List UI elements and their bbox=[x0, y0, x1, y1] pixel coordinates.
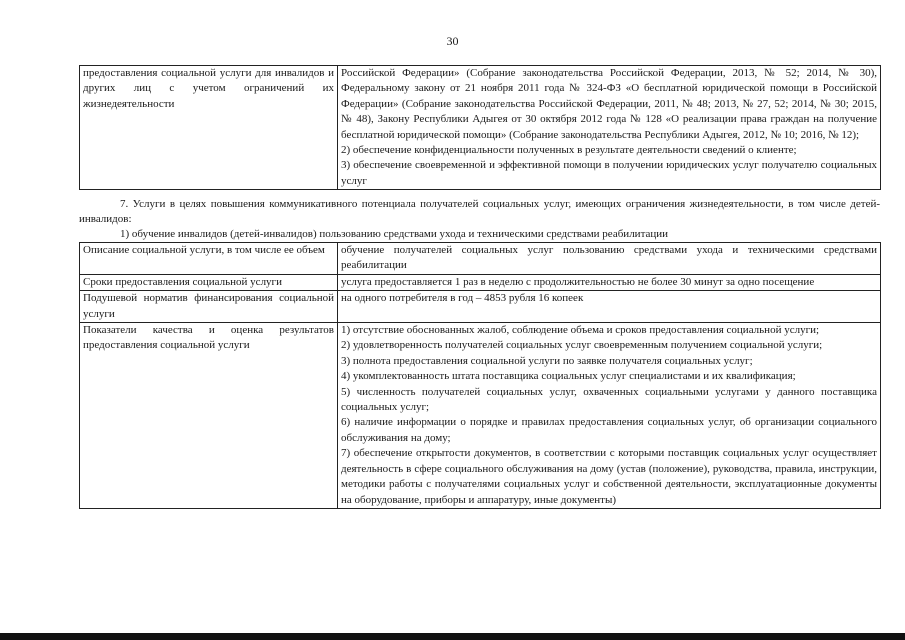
service-name-cell: предоставления социальной услуги для инвалидов и других лиц с учетом ограничений их жизнедеятельности bbox=[80, 66, 338, 190]
timely-help-item: 3) обеспечение своевременной и эффективной помощи в получении юридических услуг получателю социальных услуг bbox=[341, 159, 877, 187]
table-row bbox=[80, 66, 881, 190]
quality-item-5: 5) численность получателей социальных услуг, охваченных социальными услугами у данного поставщика социальных услуг; bbox=[341, 385, 877, 414]
quality-indicators bbox=[338, 323, 881, 509]
table-row bbox=[80, 243, 881, 275]
continued-service-table bbox=[79, 65, 881, 190]
quality-item-4: 4) укомплектованность штата поставщика социальных услуг специалистами и их квалификация; bbox=[341, 370, 796, 383]
funding-value: на одного потребителя в год – 4853 рубля 16 копеек bbox=[338, 291, 881, 323]
legal-basis-cell bbox=[338, 66, 881, 190]
quality-item-2: 2) удовлетворенность получателей социальных услуг своевременным получением социальной услуги; bbox=[341, 339, 823, 352]
description-value: обучение получателей социальных услуг пользованию средствами ухода и техническими средствами реабилитации bbox=[338, 243, 881, 275]
terms-value: услуга предоставляется 1 раз в неделю с продолжительностью не более 30 минут за одно посещение bbox=[338, 274, 881, 290]
service-details-table bbox=[79, 242, 881, 509]
quality-item-3: 3) полнота предоставления социальной услуги по заявке получателя социальных услуг; bbox=[341, 354, 753, 367]
page-number: 30 bbox=[446, 34, 459, 48]
legal-references-text: Российской Федерации» (Собрание законодательства Российской Федерации, 2013, № 52; 2014, № 30), Федеральному закону от 21 ноября 2011 года № 324-ФЗ «О бесплатной юридической помощи в Российской Федерации» (Собрание законодательства Российской Федерации, 2011, № 48; 2013, № 27, 52; 2014, № 30; 2015, № 48), Закону Республики Адыгея от 30 октября 2012 года № 128 «О реализации права граждан на получение бесплатной юридической помощи» (Собрание законодательства Республики Адыгея, 2012, № 10; 2016, № 12); bbox=[341, 67, 877, 141]
scan-edge bbox=[0, 633, 905, 640]
section-7-heading: 7. Услуги в целях повышения коммуникативного потенциала получателей социальных услуг, имеющих ограничения жизнедеятельности, в том числе детей-инвалидов: bbox=[79, 198, 880, 226]
table-row bbox=[80, 274, 881, 290]
table-row bbox=[80, 323, 881, 509]
quality-item-1: 1) отсутствие обоснованных жалоб, соблюдение объема и сроков предоставления социальной услуги; bbox=[341, 324, 820, 337]
quality-item-6: 6) наличие информации о порядке и правилах предоставления социальных услуг, об организации социального обслуживания на дому; bbox=[341, 416, 877, 444]
funding-label: Подушевой норматив финансирования социальной услуги bbox=[80, 291, 338, 323]
description-label: Описание социальной услуги, в том числе ее объем bbox=[80, 243, 338, 275]
quality-item-7: 7) обеспечение открытости документов, в соответствии с которыми поставщик социальных услуг осуществляет деятельность в сфере социального обслуживания на дому (устав (положение), руководства, правила, инструкции, методики работы с получателями социальных услуг и собственной деятельности, эксплуатационные документы на оборудование, приборы и аппаратуру, иные документы) bbox=[341, 447, 877, 506]
table-row bbox=[80, 291, 881, 323]
confidentiality-item: 2) обеспечение конфиденциальности полученных в результате деятельности сведений о клиенте; bbox=[341, 144, 797, 157]
subsection-1-heading: 1) обучение инвалидов (детей-инвалидов) пользованию средствами ухода и техническими средствами реабилитации bbox=[120, 228, 669, 240]
quality-label: Показатели качества и оценка результатов предоставления социальной услуги bbox=[80, 323, 338, 509]
terms-label: Сроки предоставления социальной услуги bbox=[80, 274, 338, 290]
